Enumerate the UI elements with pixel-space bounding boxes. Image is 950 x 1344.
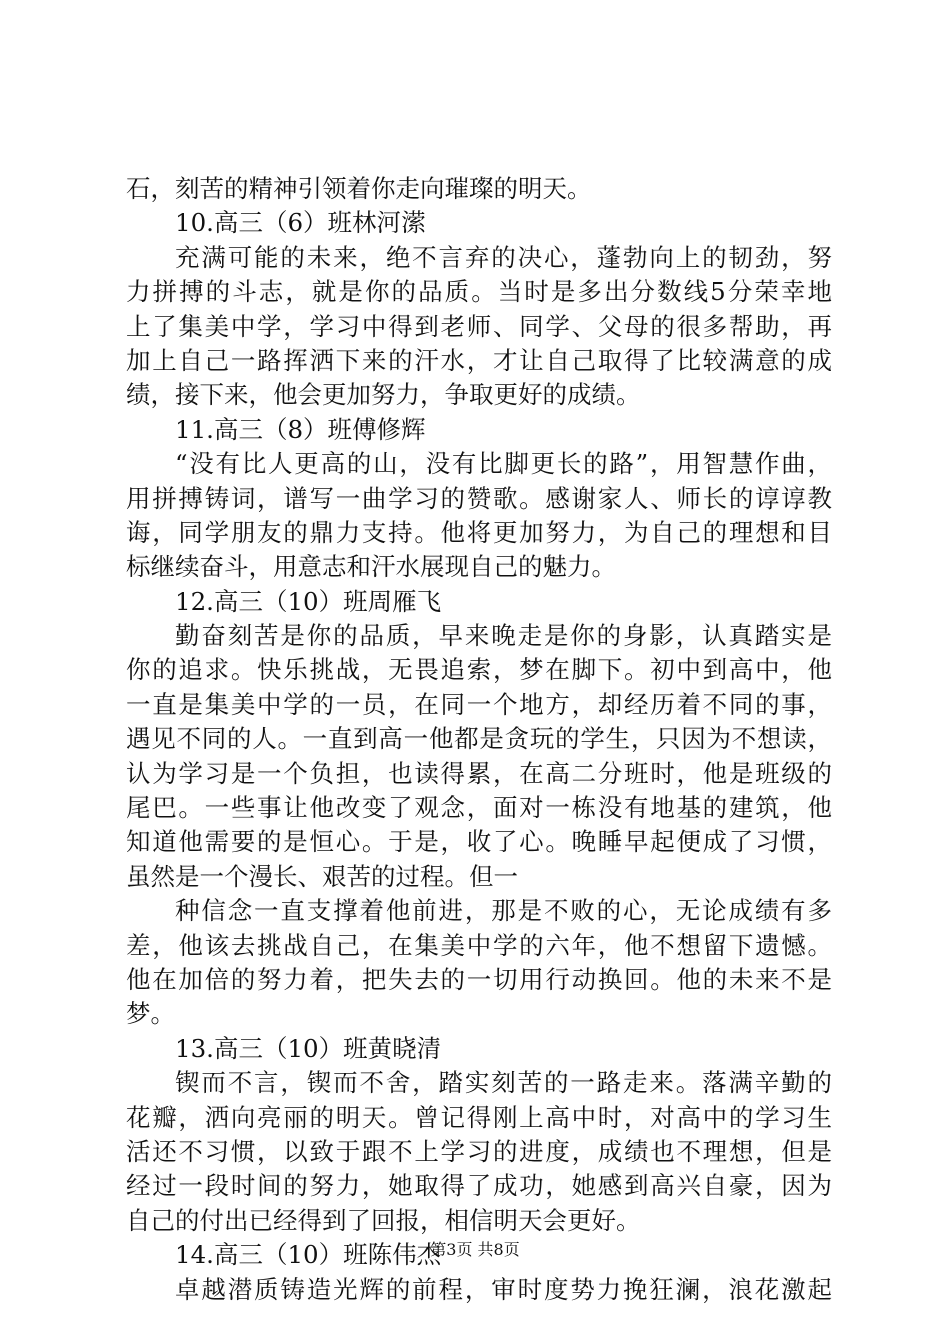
text-line: 诲，同学朋友的鼎力支持。他将更加努力，为自己的理想和目 — [126, 517, 832, 547]
text-line: 标继续奋斗，用意志和汗水展现自己的魅力。 — [126, 552, 616, 582]
text-line: 遇见不同的人。一直到高一他都是贪玩的学生，只因为不想读， — [126, 724, 832, 754]
text-line: 自己的付出已经得到了回报，相信明天会更好。 — [126, 1205, 641, 1235]
text-line: 卓越潜质铸造光辉的前程，审时度势力挽狂澜，浪花激起 — [175, 1274, 832, 1304]
text-line: 一直是集美中学的一员，在同一个地方，却经历着不同的事， — [126, 689, 832, 719]
text-line: 他在加倍的努力着，把失去的一切用行动换回。他的未来不是 — [126, 964, 832, 994]
section-heading: 13.高三（10）班黄晓清 — [175, 1033, 442, 1063]
text-line: 虽然是一个漫长、艰苦的过程。但一 — [126, 861, 518, 891]
text-line: “没有比人更高的山，没有比脚更长的路”，用智慧作曲， — [175, 449, 832, 479]
text-line: 尾巴。一些事让他改变了观念，面对一栋没有地基的建筑，他 — [126, 793, 832, 823]
text-line: 知道他需要的是恒心。于是，收了心。晚睡早起便成了习惯， — [126, 827, 832, 857]
text-line: 力拼搏的斗志，就是你的品质。当时是多出分数线5分荣幸地 — [126, 277, 832, 307]
text-line: 上了集美中学，学习中得到老师、同学、父母的很多帮助，再 — [126, 311, 832, 341]
section-heading: 10.高三（6）班林河潆 — [175, 208, 426, 238]
text-line: 充满可能的未来，绝不言弃的决心，蓬勃向上的韧劲，努 — [175, 242, 832, 272]
section-heading: 11.高三（8）班傅修辉 — [175, 414, 426, 444]
text-line: 差，他该去挑战自己，在集美中学的六年，他不想留下遗憾。 — [126, 930, 832, 960]
text-line: 经过一段时间的努力，她取得了成功，她感到高兴自豪，因为 — [126, 1171, 832, 1201]
text-line: 用拼搏铸词，谱写一曲学习的赞歌。感谢家人、师长的谆谆教 — [126, 483, 832, 513]
page-number-footer: 第3页 共8页 — [430, 1240, 520, 1259]
text-line: 加上自己一路挥洒下来的汗水，才让自己取得了比较满意的成 — [126, 345, 832, 375]
text-line: 绩，接下来，他会更加努力，争取更好的成绩。 — [126, 380, 641, 410]
text-line: 种信念一直支撑着他前进，那是不败的心，无论成绩有多 — [175, 896, 832, 926]
text-line: 活还不习惯，以致于跟不上学习的进度，成绩也不理想，但是 — [126, 1136, 832, 1166]
text-line: 花瓣，洒向亮丽的明天。曾记得刚上高中时，对高中的学习生 — [126, 1102, 832, 1132]
text-line: 勤奋刻苦是你的品质，早来晚走是你的身影，认真踏实是 — [175, 621, 832, 651]
text-line: 梦。 — [126, 999, 175, 1029]
text-line: 石，刻苦的精神引领着你走向璀璨的明天。 — [126, 174, 592, 203]
text-line: 你的追求。快乐挑战，无畏追索，梦在脚下。初中到高中，他 — [126, 655, 832, 685]
text-line: 锲而不言，锲而不舍，踏实刻苦的一路走来。落满辛勤的 — [175, 1068, 832, 1098]
section-heading: 14.高三（10）班陈伟杰 — [175, 1240, 442, 1270]
section-heading: 12.高三（10）班周雁飞 — [175, 586, 442, 616]
document-body — [126, 172, 832, 1307]
text-line: 认为学习是一个负担，也读得累，在高二分班时，他是班级的 — [126, 758, 832, 788]
